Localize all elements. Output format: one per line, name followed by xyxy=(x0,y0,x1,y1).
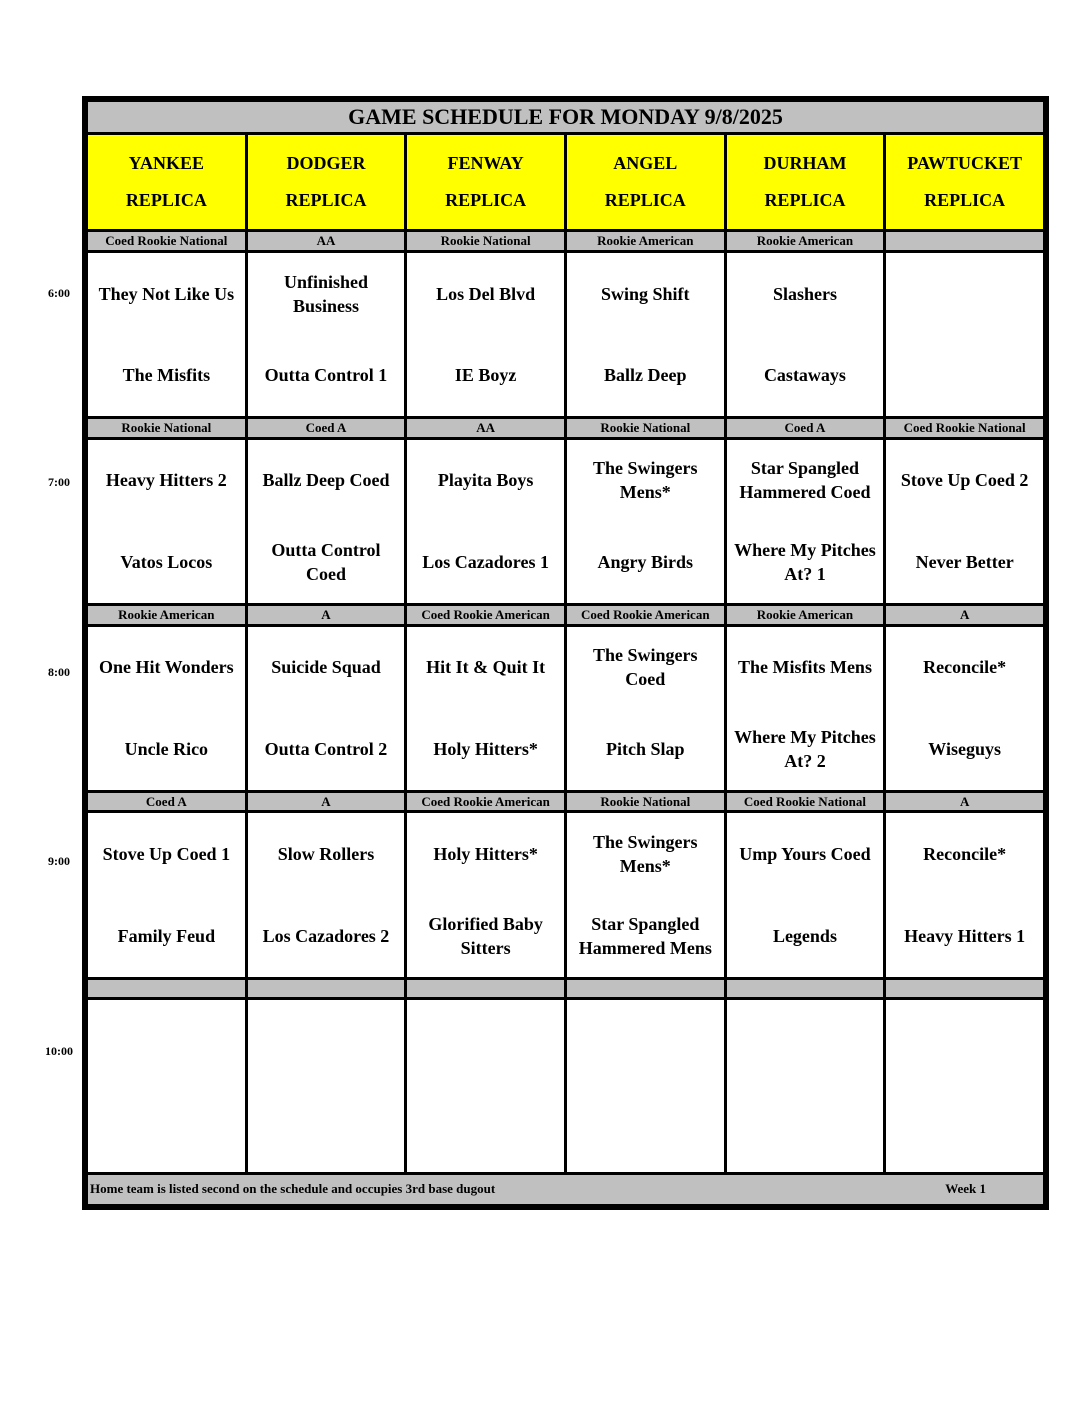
home-team: Where My Pitches At? 2 xyxy=(734,727,876,771)
field-header-durham xyxy=(725,134,885,231)
game-cell xyxy=(87,625,247,791)
game-cell xyxy=(885,812,1045,978)
game-cell-empty xyxy=(406,999,566,1174)
game-cell xyxy=(885,251,1045,417)
home-team: Pitch Slap xyxy=(606,739,685,759)
division-label: Coed Rookie National xyxy=(885,418,1045,439)
game-row-6pm xyxy=(87,251,1045,417)
division-label-empty xyxy=(87,978,247,999)
home-team: Los Cazadores 2 xyxy=(262,925,390,946)
division-label: Coed Rookie National xyxy=(87,231,247,252)
game-row-9pm xyxy=(87,812,1045,978)
division-label: Rookie National xyxy=(406,231,566,252)
game-cell-empty xyxy=(87,999,247,1174)
field-header-yankee xyxy=(87,134,247,231)
home-team: Ballz Deep xyxy=(604,365,687,386)
time-label-6pm: 6:00 xyxy=(48,286,70,300)
game-cell xyxy=(565,625,725,791)
home-team: Vatos Locos xyxy=(120,552,213,573)
game-cell-empty xyxy=(565,999,725,1174)
away-team: Stove Up Coed 2 xyxy=(900,470,1029,491)
away-team: Heavy Hitters 2 xyxy=(105,470,227,491)
away-team: They Not Like Us xyxy=(98,283,235,304)
division-label: Rookie National xyxy=(87,418,247,439)
away-team: Playita Boys xyxy=(437,470,534,491)
division-label: Rookie American xyxy=(565,231,725,252)
home-team xyxy=(888,334,1041,416)
game-cell xyxy=(246,812,406,978)
field-sub: REPLICA xyxy=(924,190,1006,211)
home-team: Heavy Hitters 1 xyxy=(904,925,1026,946)
division-label: Coed Rookie American xyxy=(406,791,566,812)
division-label-empty xyxy=(725,978,885,999)
schedule-table xyxy=(85,99,1046,1207)
schedule-sheet xyxy=(82,96,1049,1210)
division-row-9pm xyxy=(87,791,1045,812)
home-team: Outta Control 2 xyxy=(264,739,388,759)
division-label: Rookie National xyxy=(565,418,725,439)
game-cell xyxy=(87,812,247,978)
game-row-10pm xyxy=(87,999,1045,1174)
division-label: Coed Rookie National xyxy=(725,791,885,812)
time-label-10pm: 10:00 xyxy=(45,1044,73,1058)
title-row xyxy=(87,101,1045,134)
game-cell xyxy=(406,438,566,604)
field-sub: REPLICA xyxy=(285,190,367,211)
division-label: Coed A xyxy=(87,791,247,812)
field-name: PAWTUCKET xyxy=(907,153,1022,174)
footer-cell xyxy=(87,1173,1045,1205)
week-label: Week 1 xyxy=(945,1181,986,1197)
game-cell xyxy=(406,251,566,417)
game-cell xyxy=(565,812,725,978)
division-label-empty xyxy=(246,978,406,999)
home-team: Never Better xyxy=(915,552,1014,573)
division-label xyxy=(885,231,1045,252)
field-header-pawtucket xyxy=(885,134,1045,231)
time-label-9pm: 9:00 xyxy=(48,854,70,868)
division-label: A xyxy=(885,791,1045,812)
away-team: Stove Up Coed 1 xyxy=(102,844,231,865)
field-sub: REPLICA xyxy=(445,190,527,211)
division-row-7pm xyxy=(87,418,1045,439)
away-team: Ballz Deep Coed xyxy=(262,470,390,491)
game-cell xyxy=(406,812,566,978)
footer-row xyxy=(87,1173,1045,1205)
time-label-8pm: 8:00 xyxy=(48,665,70,679)
home-team: Outta Control 1 xyxy=(264,365,388,386)
division-label-empty xyxy=(885,978,1045,999)
game-cell xyxy=(565,438,725,604)
field-name: DODGER xyxy=(286,153,366,174)
division-row-10pm xyxy=(87,978,1045,999)
game-row-7pm xyxy=(87,438,1045,604)
division-label: Rookie American xyxy=(725,231,885,252)
division-label: Rookie American xyxy=(87,604,247,625)
away-team: The Swingers Mens* xyxy=(593,832,698,877)
game-row-8pm xyxy=(87,625,1045,791)
game-cell-empty xyxy=(885,999,1045,1174)
game-cell-empty xyxy=(246,999,406,1174)
field-name: ANGEL xyxy=(613,153,678,174)
home-team: IE Boyz xyxy=(454,365,517,386)
field-header-dodger xyxy=(246,134,406,231)
home-team: Los Cazadores 1 xyxy=(422,552,549,573)
home-team: Angry Birds xyxy=(597,552,694,573)
home-team: Legends xyxy=(772,925,837,946)
home-team: Family Feud xyxy=(117,925,216,946)
division-label: Coed A xyxy=(725,418,885,439)
away-team: Swing Shift xyxy=(601,283,690,304)
home-team: Uncle Rico xyxy=(124,739,209,759)
game-cell xyxy=(565,251,725,417)
division-row-8pm xyxy=(87,604,1045,625)
division-label: A xyxy=(246,791,406,812)
division-label: AA xyxy=(406,418,566,439)
away-team: Slow Rollers xyxy=(277,844,375,865)
game-cell xyxy=(246,625,406,791)
division-label: A xyxy=(246,604,406,625)
field-header-fenway xyxy=(406,134,566,231)
game-cell xyxy=(725,625,885,791)
division-label-empty xyxy=(406,978,566,999)
game-cell xyxy=(725,251,885,417)
field-name: YANKEE xyxy=(128,153,204,174)
field-sub: REPLICA xyxy=(764,190,846,211)
division-label: AA xyxy=(246,231,406,252)
game-cell xyxy=(87,438,247,604)
field-name: DURHAM xyxy=(763,153,847,174)
division-label: Coed A xyxy=(246,418,406,439)
home-team: Glorified Baby Sitters xyxy=(428,913,543,958)
field-header-row xyxy=(87,134,1045,231)
game-cell xyxy=(87,251,247,417)
field-sub: REPLICA xyxy=(604,190,686,211)
game-cell xyxy=(406,625,566,791)
away-team: The Swingers Mens* xyxy=(593,458,698,503)
game-cell xyxy=(725,812,885,978)
home-team: Star Spangled Hammered Mens xyxy=(578,913,712,958)
away-team: Unfinished Business xyxy=(283,271,368,316)
away-team: The Swingers Coed xyxy=(593,645,698,690)
home-team: Where My Pitches At? 1 xyxy=(734,540,876,585)
field-sub: REPLICA xyxy=(125,190,207,211)
home-team: The Misfits xyxy=(122,365,211,386)
schedule-title: GAME SCHEDULE FOR MONDAY 9/8/2025 xyxy=(87,101,1045,134)
home-team: Outta Control Coed xyxy=(271,540,381,585)
away-team: The Misfits Mens xyxy=(737,657,872,678)
game-cell xyxy=(725,438,885,604)
division-label: A xyxy=(885,604,1045,625)
division-label: Coed Rookie American xyxy=(565,604,725,625)
away-team: Los Del Blvd xyxy=(436,283,536,304)
away-team: Slashers xyxy=(772,283,837,304)
division-label: Coed Rookie American xyxy=(406,604,566,625)
game-cell xyxy=(246,438,406,604)
away-team: Ump Yours Coed xyxy=(739,844,871,865)
away-team: Star Spangled Hammered Coed xyxy=(739,458,871,503)
game-cell-empty xyxy=(725,999,885,1174)
home-team: Wiseguys xyxy=(928,739,1001,759)
game-cell xyxy=(885,438,1045,604)
away-team: Suicide Squad xyxy=(271,657,381,678)
away-team: Reconcile* xyxy=(923,657,1007,678)
away-team: Holy Hitters* xyxy=(433,844,538,865)
away-team: Hit It & Quit It xyxy=(426,657,546,678)
footer-note: Home team is listed second on the schedule and occupies 3rd base dugout xyxy=(90,1181,496,1197)
field-header-angel xyxy=(565,134,725,231)
home-team: Holy Hitters* xyxy=(433,739,538,759)
division-label: Rookie National xyxy=(565,791,725,812)
home-team: Castaways xyxy=(763,365,846,386)
division-label: Rookie American xyxy=(725,604,885,625)
game-cell xyxy=(885,625,1045,791)
time-label-7pm: 7:00 xyxy=(48,475,70,489)
away-team xyxy=(888,253,1041,335)
away-team: Reconcile* xyxy=(923,844,1007,865)
game-cell xyxy=(246,251,406,417)
field-name: FENWAY xyxy=(447,153,524,174)
away-team: One Hit Wonders xyxy=(98,657,234,678)
division-row-6pm xyxy=(87,231,1045,252)
division-label-empty xyxy=(565,978,725,999)
